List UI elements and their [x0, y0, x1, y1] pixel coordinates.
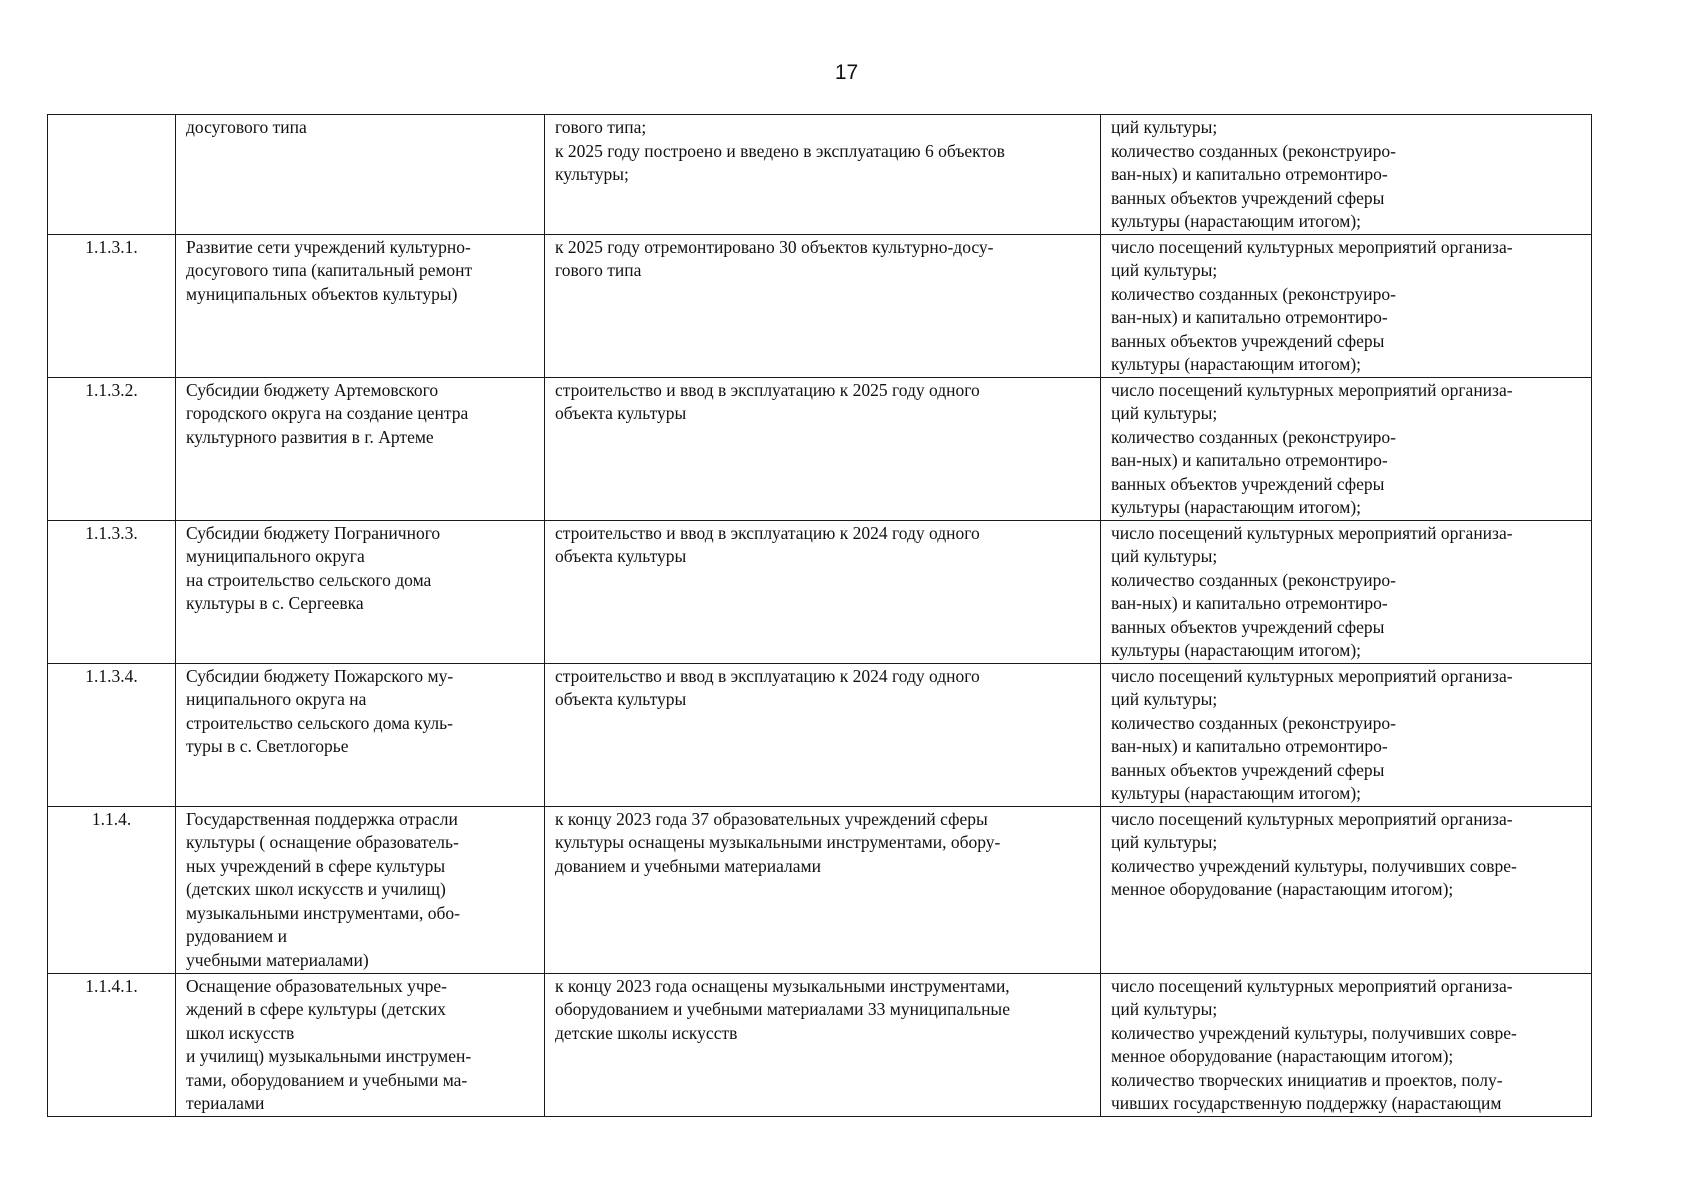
text-line: Развитие сети учреждений культурно-: [186, 236, 471, 257]
table-row: [48, 806, 1592, 973]
text-line: объекта культуры: [555, 689, 687, 709]
text-line: количество созданных (реконструиро-: [1111, 712, 1396, 733]
text-line: культуры (нарастающим итогом);: [1111, 211, 1362, 231]
row-number: 1.1.3.2.: [85, 379, 138, 400]
text-line: ванных объектов учреждений сферы: [1111, 759, 1385, 780]
table-row: [48, 115, 1592, 235]
text-line: культуры (нарастающим итогом);: [1111, 640, 1362, 660]
row-number: 1.1.3.1.: [85, 236, 138, 257]
text-line: ван-ных) и капитально отремонтиро-: [1111, 450, 1388, 470]
text-line: ций культуры;: [1111, 403, 1218, 423]
row-number-cell: [48, 973, 176, 1116]
page-number: 17: [834, 61, 859, 84]
row-number-cell: [48, 234, 176, 377]
text-line: число посещений культурных мероприятий организа-: [1111, 665, 1513, 686]
indicator-cell: [1101, 115, 1592, 235]
row-number: 1.1.4.: [91, 808, 132, 829]
text-line: туры в с. Светлогорье: [186, 736, 349, 756]
expected-result-cell: [545, 806, 1101, 973]
text-line: школ искусств: [186, 1022, 295, 1043]
expected-result-cell: [545, 234, 1101, 377]
text-line: дованием и учебными материалами: [555, 855, 821, 876]
text-line: ций культуры;: [1111, 999, 1218, 1019]
text-line: городского округа на создание центра: [186, 403, 469, 423]
measures-table: [47, 114, 1592, 1117]
measure-name-cell: [176, 663, 545, 806]
table-row: [48, 377, 1592, 520]
text-line: число посещений культурных мероприятий организа-: [1111, 975, 1513, 996]
text-line: детские школы искусств: [555, 1022, 738, 1043]
expected-result-cell: [545, 115, 1101, 235]
text-line: ван-ных) и капитально отремонтиро-: [1111, 593, 1388, 613]
indicator-cell: [1101, 973, 1592, 1116]
indicator-cell: [1101, 234, 1592, 377]
text-line: количество учреждений культуры, получивших совре-: [1111, 1022, 1517, 1043]
text-line: териалами: [186, 1093, 265, 1113]
text-line: объекта культуры: [555, 546, 687, 566]
text-line: ций культуры;: [1111, 260, 1218, 280]
text-line: (детских школ искусств и училищ): [186, 879, 446, 899]
measure-name-cell: [176, 115, 545, 235]
text-line: культуры (нарастающим итогом);: [1111, 354, 1362, 374]
text-line: строительство и ввод в эксплуатацию к 2024 году одного: [555, 665, 980, 686]
row-number-cell: [48, 663, 176, 806]
text-line: ван-ных) и капитально отремонтиро-: [1111, 307, 1388, 327]
text-line: на строительство сельского дома: [186, 569, 432, 590]
text-line: менное оборудование (нарастающим итогом);: [1111, 1046, 1454, 1066]
text-line: ван-ных) и капитально отремонтиро-: [1111, 164, 1388, 184]
indicator-cell: [1101, 520, 1592, 663]
indicator-cell: [1101, 663, 1592, 806]
text-line: муниципальных объектов культуры): [186, 283, 458, 304]
text-line: учебными материалами): [186, 949, 369, 970]
table-row: [48, 663, 1592, 806]
table-row: [48, 973, 1592, 1116]
text-line: чивших государственную поддержку (нарастающим: [1111, 1093, 1502, 1113]
indicator-cell: [1101, 377, 1592, 520]
text-line: число посещений культурных мероприятий организа-: [1111, 522, 1513, 543]
measure-name-cell: [176, 234, 545, 377]
text-line: количество созданных (реконструиро-: [1111, 140, 1396, 161]
text-line: культуры (нарастающим итогом);: [1111, 497, 1362, 517]
text-line: количество созданных (реконструиро-: [1111, 426, 1396, 447]
text-line: досугового типа: [186, 117, 307, 137]
text-line: ных учреждений в сфере культуры: [186, 855, 446, 876]
text-line: музыкальными инструментами, обо-: [186, 902, 460, 923]
text-line: Государственная поддержка отрасли: [186, 808, 458, 829]
measure-name-cell: [176, 973, 545, 1116]
text-line: культуры в с. Сергеевка: [186, 593, 364, 613]
text-line: ван-ных) и капитально отремонтиро-: [1111, 736, 1388, 756]
text-line: досугового типа (капитальный ремонт: [186, 260, 473, 280]
text-line: Субсидии бюджету Пожарского му-: [186, 665, 454, 686]
table-row: [48, 234, 1592, 377]
text-line: гового типа: [555, 260, 642, 280]
row-number-cell: [48, 377, 176, 520]
text-line: к 2025 году построено и введено в эксплуатацию 6 объектов: [555, 140, 1005, 161]
text-line: строительство и ввод в эксплуатацию к 2025 году одного: [555, 379, 980, 400]
text-line: Оснащение образовательных учре-: [186, 975, 448, 996]
text-line: ниципального округа на: [186, 689, 367, 709]
text-line: гового типа;: [555, 117, 647, 137]
text-line: ций культуры;: [1111, 832, 1218, 852]
table-body: [48, 115, 1592, 1117]
text-line: менное оборудование (нарастающим итогом);: [1111, 879, 1454, 899]
text-line: объекта культуры: [555, 403, 687, 423]
expected-result-cell: [545, 520, 1101, 663]
text-line: культуры;: [555, 164, 629, 184]
text-line: ций культуры;: [1111, 117, 1218, 137]
text-line: количество созданных (реконструиро-: [1111, 283, 1396, 304]
text-line: к 2025 году отремонтировано 30 объектов культурно-досу-: [555, 236, 994, 257]
text-line: культуры ( оснащение образователь-: [186, 832, 459, 852]
text-line: строительство и ввод в эксплуатацию к 2024 году одного: [555, 522, 980, 543]
table-row: [48, 520, 1592, 663]
measure-name-cell: [176, 520, 545, 663]
text-line: количество созданных (реконструиро-: [1111, 569, 1396, 590]
text-line: число посещений культурных мероприятий организа-: [1111, 379, 1513, 400]
row-number-cell: [48, 115, 176, 235]
text-line: число посещений культурных мероприятий организа-: [1111, 808, 1513, 829]
text-line: ванных объектов учреждений сферы: [1111, 473, 1385, 494]
row-number-cell: [48, 520, 176, 663]
expected-result-cell: [545, 377, 1101, 520]
row-number: 1.1.3.3.: [85, 522, 138, 543]
text-line: культурного развития в г. Артеме: [186, 426, 434, 447]
text-line: ванных объектов учреждений сферы: [1111, 616, 1385, 637]
text-line: Субсидии бюджету Артемовского: [186, 379, 439, 400]
text-line: ванных объектов учреждений сферы: [1111, 187, 1385, 208]
text-line: ций культуры;: [1111, 689, 1218, 709]
text-line: культуры оснащены музыкальными инструментами, обору-: [555, 832, 1001, 852]
text-line: рудованием и: [186, 926, 287, 946]
expected-result-cell: [545, 663, 1101, 806]
text-line: Субсидии бюджету Пограничного: [186, 522, 441, 543]
text-line: и училищ) музыкальными инструмен-: [186, 1046, 472, 1066]
text-line: ждений в сфере культуры (детских: [186, 999, 446, 1019]
measure-name-cell: [176, 806, 545, 973]
text-line: количество учреждений культуры, получивших совре-: [1111, 855, 1517, 876]
indicator-cell: [1101, 806, 1592, 973]
expected-result-cell: [545, 973, 1101, 1116]
text-line: оборудованием и учебными материалами 33 муниципальные: [555, 999, 1010, 1019]
text-line: ванных объектов учреждений сферы: [1111, 330, 1385, 351]
row-number: 1.1.3.4.: [85, 665, 138, 686]
text-line: строительство сельского дома куль-: [186, 712, 453, 733]
text-line: к концу 2023 года оснащены музыкальными инструментами,: [555, 975, 1010, 996]
text-line: количество творческих инициатив и проектов, полу-: [1111, 1069, 1503, 1090]
text-line: к концу 2023 года 37 образовательных учреждений сферы: [555, 808, 988, 829]
text-line: число посещений культурных мероприятий организа-: [1111, 236, 1513, 257]
row-number: 1.1.4.1.: [85, 975, 138, 996]
text-line: ций культуры;: [1111, 546, 1218, 566]
text-line: тами, оборудованием и учебными ма-: [186, 1069, 468, 1090]
row-number-cell: [48, 806, 176, 973]
measure-name-cell: [176, 377, 545, 520]
text-line: культуры (нарастающим итогом);: [1111, 783, 1362, 803]
text-line: муниципального округа: [186, 546, 365, 566]
